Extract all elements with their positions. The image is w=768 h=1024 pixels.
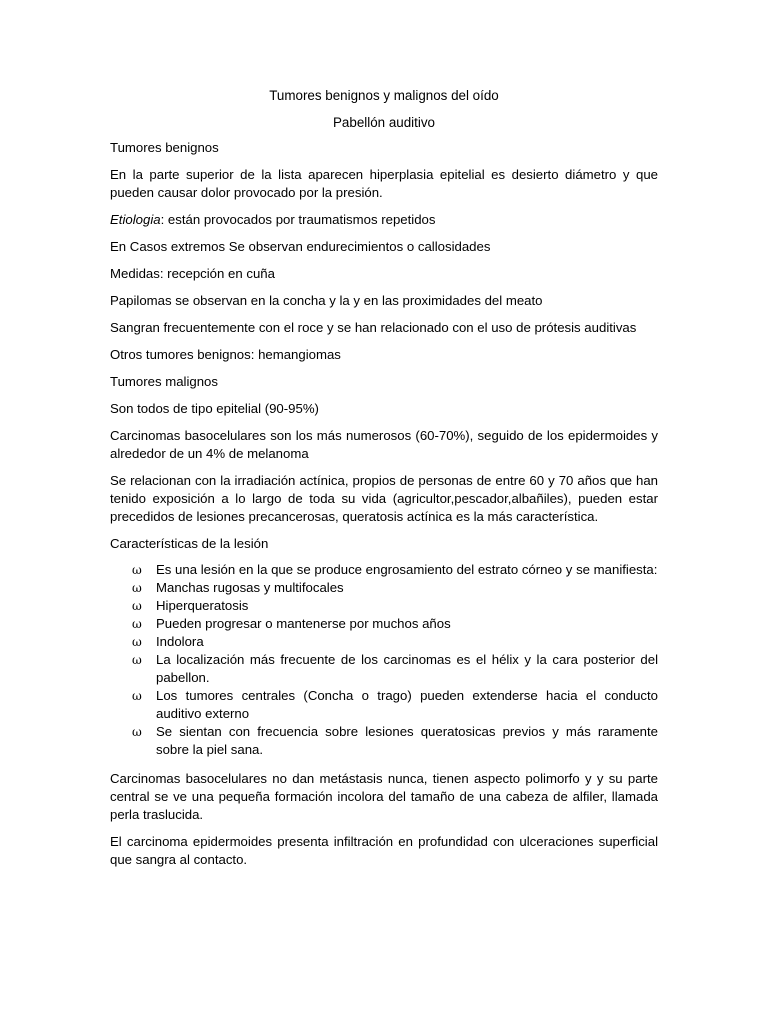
list-item: ω Pueden progresar o mantenerse por muchos años (132, 616, 451, 631)
paragraph: Sangran frecuentemente con el roce y se han relacionado con el uso de prótesis auditivas (110, 320, 637, 335)
paragraph: Son todos de tipo epitelial (90-95%) (110, 401, 319, 416)
paragraph: Otros tumores benignos: hemangiomas (110, 347, 341, 362)
paragraph: Se relacionan con la irradiación actínica, propios de personas de entre 60 y 70 años que han tenido exposición a lo largo de toda su vida (agricultor,pescador,albañiles), pueden estar precedidos de lesiones precancerosas, queratosis actínica es la más característica. (110, 473, 658, 524)
list-item: ω Los tumores centrales (Concha o trago) pueden extenderse hacia el conducto auditivo externo (132, 688, 658, 721)
omega-bullet-icon: ω (132, 599, 142, 613)
list-item: ω Manchas rugosas y multifocales (132, 580, 344, 595)
paragraph: Características de la lesión (110, 536, 269, 551)
etiology-label: Etiologia (110, 212, 161, 227)
paragraph: Carcinomas basocelulares no dan metástasis nunca, tienen aspecto polimorfo y y su parte central se ve una pequeña formación incolora del tamaño de una cabeza de alfiler, llamada perla traslucida. (110, 771, 658, 822)
section-heading-benign: Tumores benignos (110, 140, 219, 155)
section-heading-malignant: Tumores malignos (110, 374, 218, 389)
omega-bullet-icon: ω (132, 635, 142, 649)
list-item: ω Se sientan con frecuencia sobre lesiones queratosicas previos y más raramente sobre la piel sana. (132, 724, 658, 757)
list-item: ω Indolora (132, 634, 204, 649)
omega-bullet-icon: ω (132, 563, 142, 577)
list-item: ω Es una lesión en la que se produce engrosamiento del estrato córneo y se manifiesta: (132, 562, 658, 577)
paragraph: Medidas: recepción en cuña (110, 266, 275, 281)
paragraph-etiology (110, 211, 658, 229)
omega-bullet-icon: ω (132, 689, 142, 703)
characteristics-list (110, 561, 658, 759)
document-subtitle: Pabellón auditivo (333, 115, 435, 130)
paragraph: Carcinomas basocelulares son los más numerosos (60-70%), seguido de los epidermoides y alrededor de un 4% de melanoma (110, 428, 658, 461)
paragraph: Papilomas se observan en la concha y la y en las proximidades del meato (110, 293, 543, 308)
etiology-text: : están provocados por traumatismos repetidos (160, 212, 436, 227)
paragraph: En la parte superior de la lista aparecen hiperplasia epitelial es desierto diámetro y que pueden causar dolor provocado por la presión. (110, 167, 658, 200)
omega-bullet-icon: ω (132, 617, 142, 631)
omega-bullet-icon: ω (132, 725, 142, 739)
omega-bullet-icon: ω (132, 581, 142, 595)
paragraph: El carcinoma epidermoides presenta infiltración en profundidad con ulceraciones superficial que sangra al contacto. (110, 834, 658, 867)
list-item: ω Hiperqueratosis (132, 598, 249, 613)
paragraph: En Casos extremos Se observan endurecimientos o callosidades (110, 239, 491, 254)
omega-bullet-icon: ω (132, 653, 142, 667)
list-item: ω La localización más frecuente de los carcinomas es el hélix y la cara posterior del pabellon. (132, 652, 658, 685)
document-title: Tumores benignos y malignos del oído (269, 88, 499, 103)
